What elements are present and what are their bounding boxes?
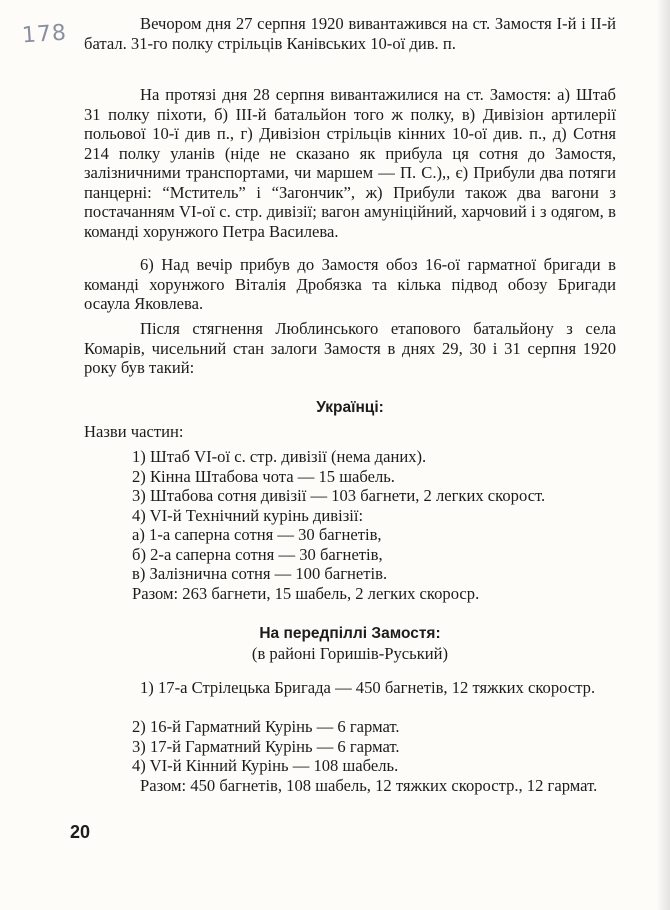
list-item: 4) VІ-й Кінний Курінь — 108 шабель.	[132, 756, 399, 775]
paragraph-2	[84, 85, 616, 241]
list-item: в) Залізнична сотня — 100 багнетів.	[132, 564, 388, 583]
paragraph-3-text: 6) Над вечір прибув до Замостя обоз 16-ої гарматної бригади в команді хорунжого Віталія Дробязка та кілька підвод обозу Бригади осаула Яковлева.	[84, 255, 616, 313]
foreground-item-1-block	[84, 678, 616, 698]
total-line: Разом: 450 багнетів, 108 шабель, 12 тяжких скоростр., 12 гармат.	[140, 776, 598, 795]
foreground-list	[132, 717, 612, 776]
paragraph-4	[84, 319, 616, 378]
paragraph-4-text: Після стягнення Люблинського етапового батальйону з села Комарів, чисельний стан залоги Замостя в днях 29, 30 і 31 серпня 1920 року був такий:	[84, 319, 616, 377]
section-heading-ukrainians: Українці:	[316, 399, 384, 416]
list-item: 3) Штабова сотня дивізії — 103 багнети, 2 легких скорост.	[132, 486, 546, 505]
ukrainians-list	[132, 447, 612, 603]
paragraph-1-text: Вечором дня 27 серпня 1920 вивантажився на ст. Замостя І-й і ІІ-й батал. 31-го полку стрільців Канівських 10-ої див. п.	[84, 14, 616, 53]
ukrainians-section	[84, 398, 616, 418]
paragraph-1	[84, 14, 616, 53]
units-label-block	[84, 422, 616, 442]
list-item: 2) 16-й Гарматний Курінь — 6 гармат.	[132, 717, 400, 736]
handwritten-page-note: 178	[21, 20, 68, 49]
foreground-total-block	[84, 776, 616, 796]
paragraph-3	[84, 255, 616, 314]
paragraph-2-text: На протязі дня 28 серпня вивантажилися на ст. Замостя: а) Штаб 31 полку піхоти, б) ІІІ-й батальйон того ж полку, в) Дивізіон артилерії польової 10-ї див п., г) Дивізіон стрільців кінних 10-ої див. п., д) Сотня 214 полку уланів (ніде не сказано як прибула ця сотня до Замостя, залізничними транспортами, чи маршем — П. С.),, є) Прибули два потяги панцерні: “Мститель” і “Загончик”, ж) Прибули також два вагони з постачанням VІ-ої с. стр. дивізії; вагон амуніційний, харчовий і з одягом, в команді хорунжого Петра Василева.	[84, 85, 616, 241]
list-item: 1) 17-а Стрілецька Бригада — 450 багнетів, 12 тяжких скоростр.	[140, 678, 596, 697]
list-item: а) 1-а саперна сотня — 30 багнетів,	[132, 525, 382, 544]
total-line: Разом: 263 багнети, 15 шабель, 2 легких скороср.	[132, 583, 480, 603]
units-label: Назви частин:	[84, 422, 184, 441]
list-item: 1) Штаб VІ-ої с. стр. дивізії (нема даних).	[132, 447, 427, 466]
foreground-section	[84, 624, 616, 663]
section-heading-foreground: На передпіллі Замостя:	[259, 625, 441, 642]
page-number: 20	[70, 822, 91, 842]
section-subheading: (в районі Горишів-Руський)	[251, 643, 449, 663]
list-item: 4) VІ-й Технічний курінь дивізії:	[132, 505, 364, 525]
list-item: б) 2-а саперна сотня — 30 багнетів,	[132, 544, 383, 564]
list-item: 3) 17-й Гарматний Курінь — 6 гармат.	[132, 736, 400, 756]
list-item: 2) Кінна Штабова чота — 15 шабель.	[132, 466, 395, 486]
